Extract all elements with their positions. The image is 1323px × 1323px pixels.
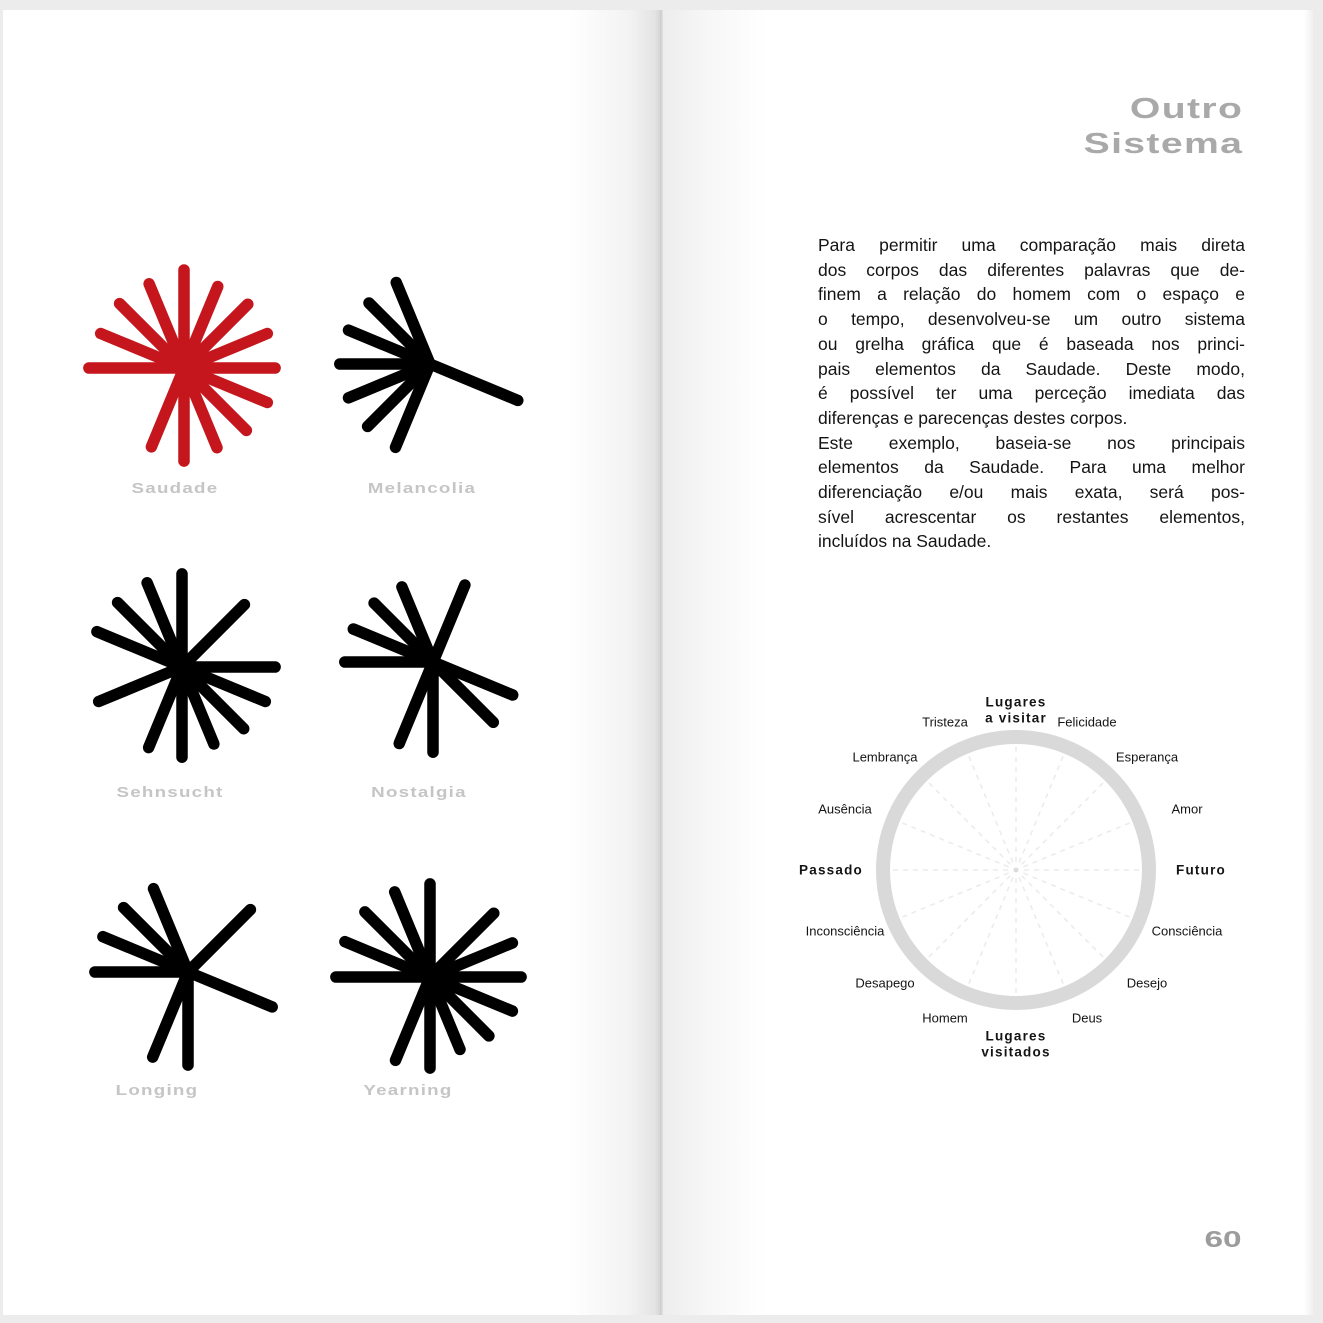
diagram-label-line: Felicidade	[1057, 714, 1117, 730]
diagram-label-deus	[1072, 1010, 1102, 1026]
diagram-label-line: Tristeza	[922, 714, 968, 730]
diagram-label-futuro	[1176, 862, 1226, 878]
glyph-svg	[300, 847, 560, 1107]
glyph-svg	[300, 234, 560, 494]
paragraph-line: é possível ter uma perceção imediata das	[818, 383, 1245, 404]
diagram-label-line: Lugares	[985, 1028, 1047, 1044]
glyph-svg	[52, 537, 312, 797]
paragraph-line: diferenciação e/ou mais exata, será pos-	[818, 482, 1245, 503]
glyph-svg	[58, 842, 318, 1102]
glyph-label-melancolia: Melancolia	[367, 480, 477, 497]
paragraph-line: elementos da Saudade. Para uma melhor	[818, 457, 1245, 478]
right-page	[663, 10, 1313, 1315]
glyph-saudade	[54, 238, 314, 498]
diagram-label-line: Deus	[1071, 1010, 1103, 1026]
paragraph-line: Para permitir uma comparação mais direta	[818, 235, 1245, 255]
glyph-nostalgia	[303, 532, 563, 792]
paragraph-line: ou grelha gráfica que é baseada nos princi-	[818, 333, 1245, 354]
glyph-svg	[54, 238, 314, 498]
paragraph-line: dos corpos das diferentes palavras que de-	[818, 259, 1245, 280]
glyph-label-longing: Longing	[115, 1082, 199, 1099]
diagram-label-tristeza	[922, 714, 968, 730]
diagram-label-inconscincia	[806, 923, 885, 939]
diagram-label-line: visitados	[981, 1044, 1051, 1059]
diagram-label-line: Esperança	[1115, 749, 1179, 765]
diagram-label-amor	[1171, 801, 1202, 817]
body-text	[818, 233, 1245, 554]
page-title-line2: Sistema	[1083, 128, 1243, 160]
diagram-label-ausncia	[818, 801, 871, 817]
glyph-svg	[303, 532, 563, 792]
diagram-label-lugares-visitados	[981, 1029, 1050, 1060]
paragraph-line: finem a relação do homem com o espaço e	[818, 284, 1245, 305]
diagram-label-line: Ausência	[818, 801, 872, 817]
glyph-label-yearning: Yearning	[363, 1082, 453, 1099]
glyph-label-nostalgia: Nostalgia	[371, 784, 467, 801]
page-title	[1083, 92, 1243, 162]
diagram-label-line: Lembrança	[852, 749, 918, 765]
diagram-label-line: Lugares	[985, 694, 1047, 710]
glyph-melancolia	[300, 234, 560, 494]
diagram-label-passado	[799, 862, 863, 878]
diagram-label-line: Futuro	[1176, 862, 1226, 878]
diagram-label-line: a visitar	[985, 710, 1047, 725]
diagram-label-desejo	[1127, 975, 1167, 991]
glyph-yearning	[300, 847, 560, 1107]
diagram-label-line: Desapego	[855, 975, 915, 991]
glyph-label-saudade: Saudade	[131, 480, 219, 497]
paragraph-line: o tempo, desenvolveu-se um outro sistema	[818, 309, 1245, 330]
diagram-center-dot	[1014, 868, 1019, 873]
glyph-longing	[58, 842, 318, 1102]
diagram-label-felicidade	[1057, 714, 1116, 730]
diagram-label-line: Amor	[1171, 801, 1203, 817]
paragraph-line: diferenças e parecenças destes corpos.	[818, 407, 1128, 428]
diagram-label-conscincia	[1152, 923, 1223, 939]
paragraph-line: Este exemplo, baseia-se nos principais	[818, 432, 1245, 453]
diagram-label-lugares-avisitar	[985, 695, 1047, 726]
diagram-label-line: Inconsciência	[805, 923, 885, 939]
glyph-label-sehnsucht: Sehnsucht	[116, 784, 224, 801]
glyph-sehnsucht	[52, 537, 312, 797]
paragraph-line: incluídos na Saudade.	[818, 531, 992, 552]
page-number: 60	[1204, 1226, 1242, 1252]
diagram-label-lembrana	[852, 749, 917, 765]
book-spine	[660, 10, 663, 1315]
diagram-label-homem	[922, 1010, 968, 1026]
paragraph-line: pais elementos da Saudade. Deste modo,	[818, 358, 1245, 379]
diagram-label-line: Homem	[922, 1010, 968, 1026]
diagram-label-line: Consciência	[1151, 923, 1223, 939]
diagram-label-line: Passado	[799, 862, 863, 878]
diagram-label-esperana	[1116, 749, 1178, 765]
page-title-line1: Outro	[1129, 93, 1243, 125]
diagram-label-desapego	[855, 975, 914, 991]
paragraph-line: sível acrescentar os restantes elementos,	[818, 506, 1245, 527]
diagram-label-line: Desejo	[1126, 975, 1168, 991]
